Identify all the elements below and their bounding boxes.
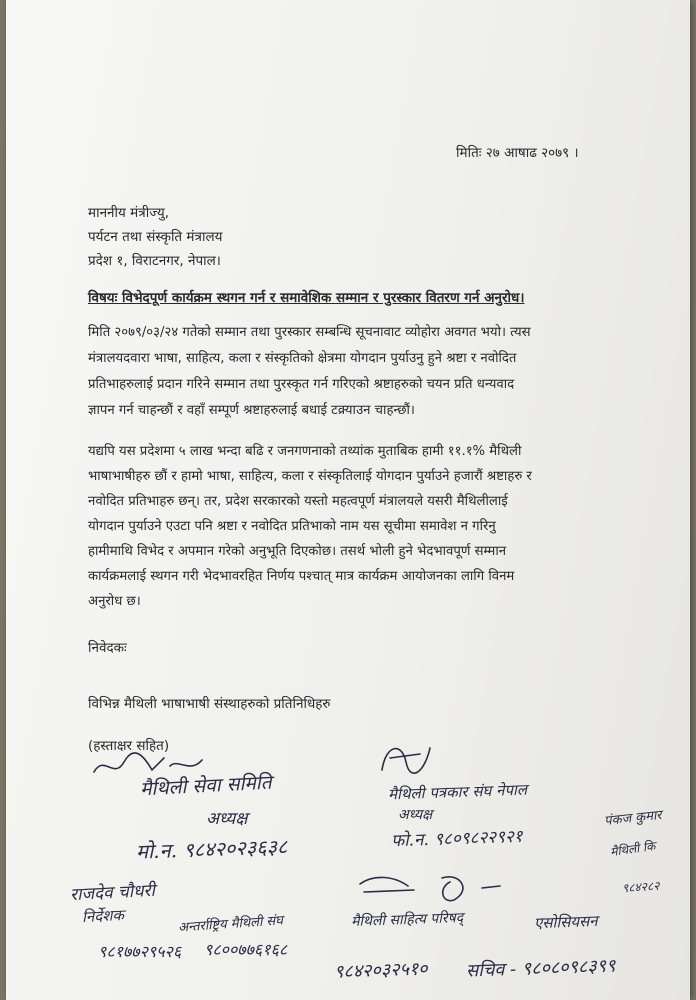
paragraph-2-line: हामीमाथि विभेद र अपमान गरेको अनुभूति दिएकोछ। तसर्थ भोली हुने भेदभावपूर्ण सम्मान — [88, 544, 507, 559]
recipient-line-1: माननीय मंत्रीज्यु, — [88, 205, 170, 221]
paragraph-1-line: प्रतिभाहरुलाई प्रदान गरिने सम्मान तथा पुरस्कृत गर्न गरिएको श्रष्टाहरुको चयन प्रति धन्यवाद — [88, 377, 515, 392]
paragraph-2-line: योगदान पुर्याउने एउटा पनि श्रष्टा र नवोदित प्रतिभाको नाम यस सूचीमा समावेश न गरिनु — [88, 519, 496, 534]
sig1-phone: मो.न. ९८४२०२३६३८ — [135, 834, 288, 864]
letter-date: मितिः २७ आषाढ २०७९ । — [456, 145, 579, 161]
signature-note: (हस्ताक्षर सहित) — [88, 738, 170, 754]
paragraph-1-line: ज्ञापन गर्न चाहन्छौं र वहाँ सम्पूर्ण श्रष्टाहरुलाई बधाई टक्र्याउन चाहन्छौं। — [88, 403, 415, 418]
recipient-line-3: प्रदेश १, विराटनगर, नेपाल। — [88, 253, 221, 269]
paragraph-2-line: कार्यक्रमलाई स्थगन गरी भेदभावरहित निर्णय पश्चात् मात्र कार्यक्रम आयोजनका लागि विनम — [88, 569, 515, 584]
sig2-org: मैथिली पत्रकार संघ नेपाल — [387, 780, 528, 804]
letter-page — [6, 0, 690, 1000]
sig3-name: पंकज कुमार — [603, 808, 663, 829]
paragraph-2-line: अनुरोध छ। — [88, 594, 141, 609]
sig5-org: मैथिली साहित्य परिषद् — [350, 910, 464, 930]
paragraph-2-line: भाषाभाषीहरु छौं र हामो भाषा, साहित्य, कला र संस्कृतिलाई योगदान पुर्याउने हजारौं श्रष्टाहरु र — [88, 469, 532, 484]
sig6-phone: सचिव - ९८०८०९८३९९ — [465, 955, 616, 982]
applicant-label: निवेदकः — [88, 640, 127, 656]
sig5-phone: ९८४२०३२५१० — [333, 958, 428, 983]
sig1-role: अध्यक्ष — [206, 809, 248, 829]
representatives-line: विभिन्न मैथिली भाषाभाषी संस्थाहरुको प्रतिनिधिहरु — [88, 696, 331, 712]
paragraph-1-line: मंत्रालयदवारा भाषा, साहित्य, कला र संस्कृतिको क्षेत्रमा योगदान पुर्याउनु हुने श्रष्टा र नवोदित — [88, 351, 517, 366]
recipient-line-2: पर्यटन तथा संस्कृति मंत्रालय — [88, 229, 223, 245]
sig2-phone: फो.न. ९८०९८२२९२१ — [390, 826, 523, 852]
signature-scribble-3 — [354, 870, 504, 910]
sig4-phone-1: ९८१७७२९५२६ — [98, 942, 182, 961]
sig4-phone-2: ९८००७७६१६८ — [204, 940, 288, 959]
paragraph-1 — [88, 322, 608, 432]
sig4-role: निर्देशक — [81, 905, 125, 927]
sig4-org: अन्तर्राष्ट्रिय मैथिली संघ — [177, 913, 284, 936]
signature-scribble-2 — [376, 740, 436, 780]
sig6-org: एसोसियसन — [533, 911, 598, 933]
sig4-name: राजदेव चौधरी — [69, 880, 156, 906]
letter-subject: विषयः विभेदपूर्ण कार्यक्रम स्थगन गर्न र समावेशिक सम्मान र पुरस्कार वितरण गर्न अनुरोध। — [88, 290, 525, 306]
paragraph-2 — [88, 441, 608, 621]
sig3-phone: ९८४२८२ — [621, 878, 660, 896]
paragraph-1-line: मिति २०७९/०३/२४ गतेको सम्मान तथा पुरस्कार सम्बन्धि सूचनावाट व्योहोरा अवगत भयो। त्यस — [88, 325, 531, 340]
sig3-org: मैथिली कि — [609, 838, 657, 860]
paragraph-2-line: नवोदित प्रतिभाहरु छन्। तर, प्रदेश सरकारको यस्तो महत्वपूर्ण मंत्रालयले यसरी मैथिलीलाई — [88, 494, 508, 509]
paragraph-2-line: यद्यपि यस प्रदेशमा ५ लाख भन्दा बढि र जनगणनाको तथ्यांक मुताबिक हामी ११.१% मैथिली — [88, 444, 522, 459]
sig2-role: अध्यक्ष — [398, 807, 433, 823]
sig1-org: मैथिली सेवा समिति — [139, 771, 273, 801]
